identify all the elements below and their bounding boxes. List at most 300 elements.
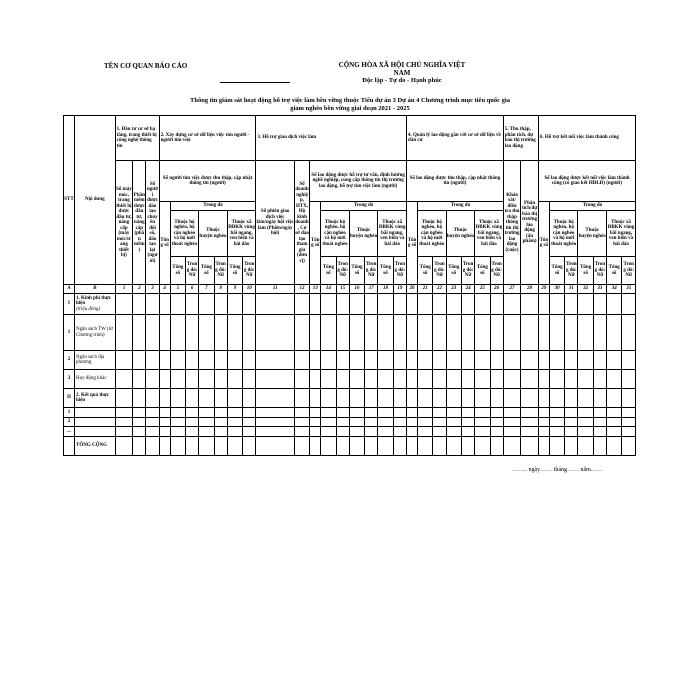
data-cell[interactable] [578,436,593,455]
data-cell[interactable] [461,293,474,314]
data-cell[interactable] [578,389,593,408]
data-cell[interactable] [593,389,606,408]
data-cell[interactable] [593,417,606,427]
data-cell[interactable] [133,315,146,351]
data-cell[interactable] [565,370,578,389]
data-cell[interactable] [378,389,393,408]
data-cell[interactable] [593,436,606,455]
data-cell[interactable] [199,315,214,351]
data-cell[interactable] [186,315,199,351]
data-cell[interactable] [407,315,418,351]
data-cell[interactable] [214,370,227,389]
data-cell[interactable] [490,293,503,314]
data-cell[interactable] [433,408,446,418]
data-cell[interactable] [622,436,636,455]
data-cell[interactable] [227,408,242,418]
data-cell[interactable] [256,436,294,455]
data-cell[interactable] [607,436,622,455]
data-cell[interactable] [227,427,242,437]
data-cell[interactable] [418,315,433,351]
data-cell[interactable] [503,351,521,370]
data-cell[interactable] [607,389,622,408]
data-cell[interactable] [565,427,578,437]
data-cell[interactable] [310,389,321,408]
data-cell[interactable] [549,417,564,427]
data-cell[interactable] [407,408,418,418]
data-cell[interactable] [310,408,321,418]
data-cell[interactable] [578,408,593,418]
data-cell[interactable] [578,427,593,437]
data-cell[interactable] [433,417,446,427]
data-cell[interactable] [256,417,294,427]
data-cell[interactable] [461,389,474,408]
data-cell[interactable] [349,389,364,408]
data-cell[interactable] [593,370,606,389]
data-cell[interactable] [146,436,159,455]
data-cell[interactable] [256,370,294,389]
data-cell[interactable] [446,427,461,437]
data-cell[interactable] [186,293,199,314]
data-cell[interactable] [336,417,349,427]
data-cell[interactable] [475,427,490,437]
data-cell[interactable] [349,315,364,351]
data-cell[interactable] [243,408,256,418]
data-cell[interactable] [378,417,393,427]
data-cell[interactable] [159,436,170,455]
data-cell[interactable] [227,417,242,427]
data-cell[interactable] [294,427,309,437]
data-cell[interactable] [227,293,242,314]
data-cell[interactable] [214,293,227,314]
data-cell[interactable] [146,351,159,370]
data-cell[interactable] [199,436,214,455]
data-cell[interactable] [407,293,418,314]
data-cell[interactable] [549,389,564,408]
data-cell[interactable] [475,315,490,351]
data-cell[interactable] [378,293,393,314]
data-cell[interactable] [365,389,378,408]
data-cell[interactable] [393,293,406,314]
data-cell[interactable] [115,315,133,351]
data-cell[interactable] [133,370,146,389]
data-cell[interactable] [115,417,133,427]
data-cell[interactable] [521,351,539,370]
data-cell[interactable] [407,427,418,437]
data-cell[interactable] [115,436,133,455]
data-cell[interactable] [378,351,393,370]
data-cell[interactable] [294,389,309,408]
data-cell[interactable] [170,436,185,455]
data-cell[interactable] [243,351,256,370]
data-cell[interactable] [159,417,170,427]
data-cell[interactable] [186,427,199,437]
data-cell[interactable] [199,389,214,408]
data-cell[interactable] [321,351,336,370]
data-cell[interactable] [565,408,578,418]
data-cell[interactable] [170,315,185,351]
data-cell[interactable] [549,293,564,314]
data-cell[interactable] [321,417,336,427]
data-cell[interactable] [133,417,146,427]
data-cell[interactable] [170,370,185,389]
data-cell[interactable] [446,351,461,370]
data-cell[interactable] [549,370,564,389]
data-cell[interactable] [214,436,227,455]
data-cell[interactable] [115,370,133,389]
data-cell[interactable] [393,315,406,351]
data-cell[interactable] [433,436,446,455]
data-cell[interactable] [607,427,622,437]
data-cell[interactable] [159,370,170,389]
data-cell[interactable] [310,436,321,455]
data-cell[interactable] [294,293,309,314]
data-cell[interactable] [521,370,539,389]
data-cell[interactable] [490,389,503,408]
data-cell[interactable] [578,293,593,314]
data-cell[interactable] [503,427,521,437]
data-cell[interactable] [146,408,159,418]
data-cell[interactable] [446,389,461,408]
data-cell[interactable] [349,436,364,455]
data-cell[interactable] [578,351,593,370]
data-cell[interactable] [336,427,349,437]
data-cell[interactable] [336,315,349,351]
data-cell[interactable] [418,408,433,418]
data-cell[interactable] [199,417,214,427]
data-cell[interactable] [503,293,521,314]
data-cell[interactable] [214,351,227,370]
data-cell[interactable] [538,389,549,408]
data-cell[interactable] [146,315,159,351]
data-cell[interactable] [578,315,593,351]
data-cell[interactable] [336,351,349,370]
data-cell[interactable] [336,389,349,408]
data-cell[interactable] [538,417,549,427]
data-cell[interactable] [578,370,593,389]
data-cell[interactable] [378,408,393,418]
data-cell[interactable] [607,315,622,351]
data-cell[interactable] [418,351,433,370]
data-cell[interactable] [607,408,622,418]
data-cell[interactable] [538,408,549,418]
data-cell[interactable] [365,427,378,437]
data-cell[interactable] [549,315,564,351]
data-cell[interactable] [461,351,474,370]
data-cell[interactable] [310,315,321,351]
data-cell[interactable] [538,315,549,351]
data-cell[interactable] [243,436,256,455]
data-cell[interactable] [133,389,146,408]
data-cell[interactable] [475,370,490,389]
data-cell[interactable] [521,427,539,437]
data-cell[interactable] [622,370,636,389]
data-cell[interactable] [565,417,578,427]
data-cell[interactable] [186,389,199,408]
data-cell[interactable] [256,293,294,314]
data-cell[interactable] [336,408,349,418]
data-cell[interactable] [622,351,636,370]
data-cell[interactable] [490,427,503,437]
data-cell[interactable] [475,436,490,455]
data-cell[interactable] [607,351,622,370]
data-cell[interactable] [433,351,446,370]
data-cell[interactable] [321,427,336,437]
data-cell[interactable] [503,436,521,455]
data-cell[interactable] [593,427,606,437]
data-cell[interactable] [133,427,146,437]
data-cell[interactable] [227,436,242,455]
data-cell[interactable] [446,417,461,427]
data-cell[interactable] [243,427,256,437]
data-cell[interactable] [622,417,636,427]
data-cell[interactable] [446,293,461,314]
data-cell[interactable] [461,315,474,351]
data-cell[interactable] [199,351,214,370]
data-cell[interactable] [378,315,393,351]
data-cell[interactable] [115,427,133,437]
data-cell[interactable] [393,427,406,437]
data-cell[interactable] [227,351,242,370]
data-cell[interactable] [294,417,309,427]
data-cell[interactable] [227,315,242,351]
data-cell[interactable] [446,315,461,351]
data-cell[interactable] [490,417,503,427]
data-cell[interactable] [446,370,461,389]
data-cell[interactable] [433,389,446,408]
data-cell[interactable] [475,351,490,370]
data-cell[interactable] [321,293,336,314]
data-cell[interactable] [622,315,636,351]
data-cell[interactable] [243,389,256,408]
data-cell[interactable] [622,293,636,314]
data-cell[interactable] [349,417,364,427]
data-cell[interactable] [310,293,321,314]
data-cell[interactable] [133,436,146,455]
data-cell[interactable] [321,436,336,455]
data-cell[interactable] [321,389,336,408]
data-cell[interactable] [393,436,406,455]
data-cell[interactable] [475,389,490,408]
data-cell[interactable] [503,417,521,427]
data-cell[interactable] [310,351,321,370]
data-cell[interactable] [565,436,578,455]
data-cell[interactable] [393,351,406,370]
data-cell[interactable] [407,417,418,427]
data-cell[interactable] [199,408,214,418]
data-cell[interactable] [256,408,294,418]
data-cell[interactable] [170,408,185,418]
data-cell[interactable] [565,351,578,370]
data-cell[interactable] [146,370,159,389]
data-cell[interactable] [521,293,539,314]
data-cell[interactable] [321,408,336,418]
data-cell[interactable] [393,408,406,418]
data-cell[interactable] [549,351,564,370]
data-cell[interactable] [294,436,309,455]
data-cell[interactable] [336,293,349,314]
data-cell[interactable] [538,427,549,437]
data-cell[interactable] [393,370,406,389]
data-cell[interactable] [378,436,393,455]
data-cell[interactable] [243,370,256,389]
data-cell[interactable] [159,389,170,408]
data-cell[interactable] [538,436,549,455]
data-cell[interactable] [115,389,133,408]
data-cell[interactable] [475,417,490,427]
data-cell[interactable] [199,370,214,389]
data-cell[interactable] [186,351,199,370]
data-cell[interactable] [490,351,503,370]
data-cell[interactable] [593,293,606,314]
data-cell[interactable] [256,427,294,437]
data-cell[interactable] [365,351,378,370]
data-cell[interactable] [433,427,446,437]
data-cell[interactable] [310,417,321,427]
data-cell[interactable] [418,427,433,437]
data-cell[interactable] [214,427,227,437]
data-cell[interactable] [186,370,199,389]
data-cell[interactable] [549,436,564,455]
data-cell[interactable] [365,417,378,427]
data-cell[interactable] [475,408,490,418]
data-cell[interactable] [538,370,549,389]
data-cell[interactable] [227,370,242,389]
data-cell[interactable] [133,408,146,418]
data-cell[interactable] [365,408,378,418]
data-cell[interactable] [433,315,446,351]
data-cell[interactable] [243,315,256,351]
data-cell[interactable] [461,370,474,389]
data-cell[interactable] [503,315,521,351]
data-cell[interactable] [199,427,214,437]
data-cell[interactable] [186,436,199,455]
data-cell[interactable] [503,408,521,418]
data-cell[interactable] [365,370,378,389]
data-cell[interactable] [407,436,418,455]
data-cell[interactable] [186,417,199,427]
data-cell[interactable] [490,315,503,351]
data-cell[interactable] [565,389,578,408]
data-cell[interactable] [607,293,622,314]
data-cell[interactable] [407,370,418,389]
data-cell[interactable] [407,389,418,408]
data-cell[interactable] [393,417,406,427]
data-cell[interactable] [170,389,185,408]
data-cell[interactable] [433,293,446,314]
data-cell[interactable] [170,427,185,437]
data-cell[interactable] [349,293,364,314]
data-cell[interactable] [214,315,227,351]
data-cell[interactable] [521,417,539,427]
data-cell[interactable] [146,417,159,427]
data-cell[interactable] [256,389,294,408]
data-cell[interactable] [433,370,446,389]
data-cell[interactable] [321,370,336,389]
data-cell[interactable] [294,351,309,370]
data-cell[interactable] [407,351,418,370]
data-cell[interactable] [186,408,199,418]
data-cell[interactable] [243,293,256,314]
data-cell[interactable] [565,293,578,314]
data-cell[interactable] [475,293,490,314]
data-cell[interactable] [159,351,170,370]
data-cell[interactable] [159,408,170,418]
data-cell[interactable] [503,370,521,389]
data-cell[interactable] [159,427,170,437]
data-cell[interactable] [170,417,185,427]
data-cell[interactable] [549,408,564,418]
data-cell[interactable] [321,315,336,351]
data-cell[interactable] [256,351,294,370]
data-cell[interactable] [521,315,539,351]
data-cell[interactable] [378,370,393,389]
data-cell[interactable] [170,351,185,370]
data-cell[interactable] [622,427,636,437]
data-cell[interactable] [538,293,549,314]
data-cell[interactable] [565,315,578,351]
data-cell[interactable] [115,351,133,370]
data-cell[interactable] [243,417,256,427]
data-cell[interactable] [159,315,170,351]
data-cell[interactable] [593,351,606,370]
data-cell[interactable] [503,389,521,408]
data-cell[interactable] [310,370,321,389]
data-cell[interactable] [336,436,349,455]
data-cell[interactable] [578,417,593,427]
data-cell[interactable] [521,389,539,408]
data-cell[interactable] [446,436,461,455]
data-cell[interactable] [133,293,146,314]
data-cell[interactable] [538,351,549,370]
data-cell[interactable] [393,389,406,408]
data-cell[interactable] [490,408,503,418]
data-cell[interactable] [227,389,242,408]
data-cell[interactable] [349,427,364,437]
data-cell[interactable] [593,408,606,418]
data-cell[interactable] [146,389,159,408]
data-cell[interactable] [521,408,539,418]
data-cell[interactable] [349,408,364,418]
data-cell[interactable] [214,389,227,408]
data-cell[interactable] [199,293,214,314]
data-cell[interactable] [593,315,606,351]
data-cell[interactable] [115,293,133,314]
data-cell[interactable] [146,427,159,437]
data-cell[interactable] [349,351,364,370]
data-cell[interactable] [461,408,474,418]
data-cell[interactable] [549,427,564,437]
data-cell[interactable] [378,427,393,437]
data-cell[interactable] [461,427,474,437]
data-cell[interactable] [418,417,433,427]
data-cell[interactable] [214,408,227,418]
data-cell[interactable] [365,293,378,314]
data-cell[interactable] [446,408,461,418]
data-cell[interactable] [607,417,622,427]
data-cell[interactable] [159,293,170,314]
data-cell[interactable] [133,351,146,370]
data-cell[interactable] [607,370,622,389]
data-cell[interactable] [310,427,321,437]
data-cell[interactable] [214,417,227,427]
data-cell[interactable] [336,370,349,389]
data-cell[interactable] [349,370,364,389]
data-cell[interactable] [294,315,309,351]
data-cell[interactable] [365,315,378,351]
data-cell[interactable] [490,436,503,455]
data-cell[interactable] [365,436,378,455]
data-cell[interactable] [294,370,309,389]
